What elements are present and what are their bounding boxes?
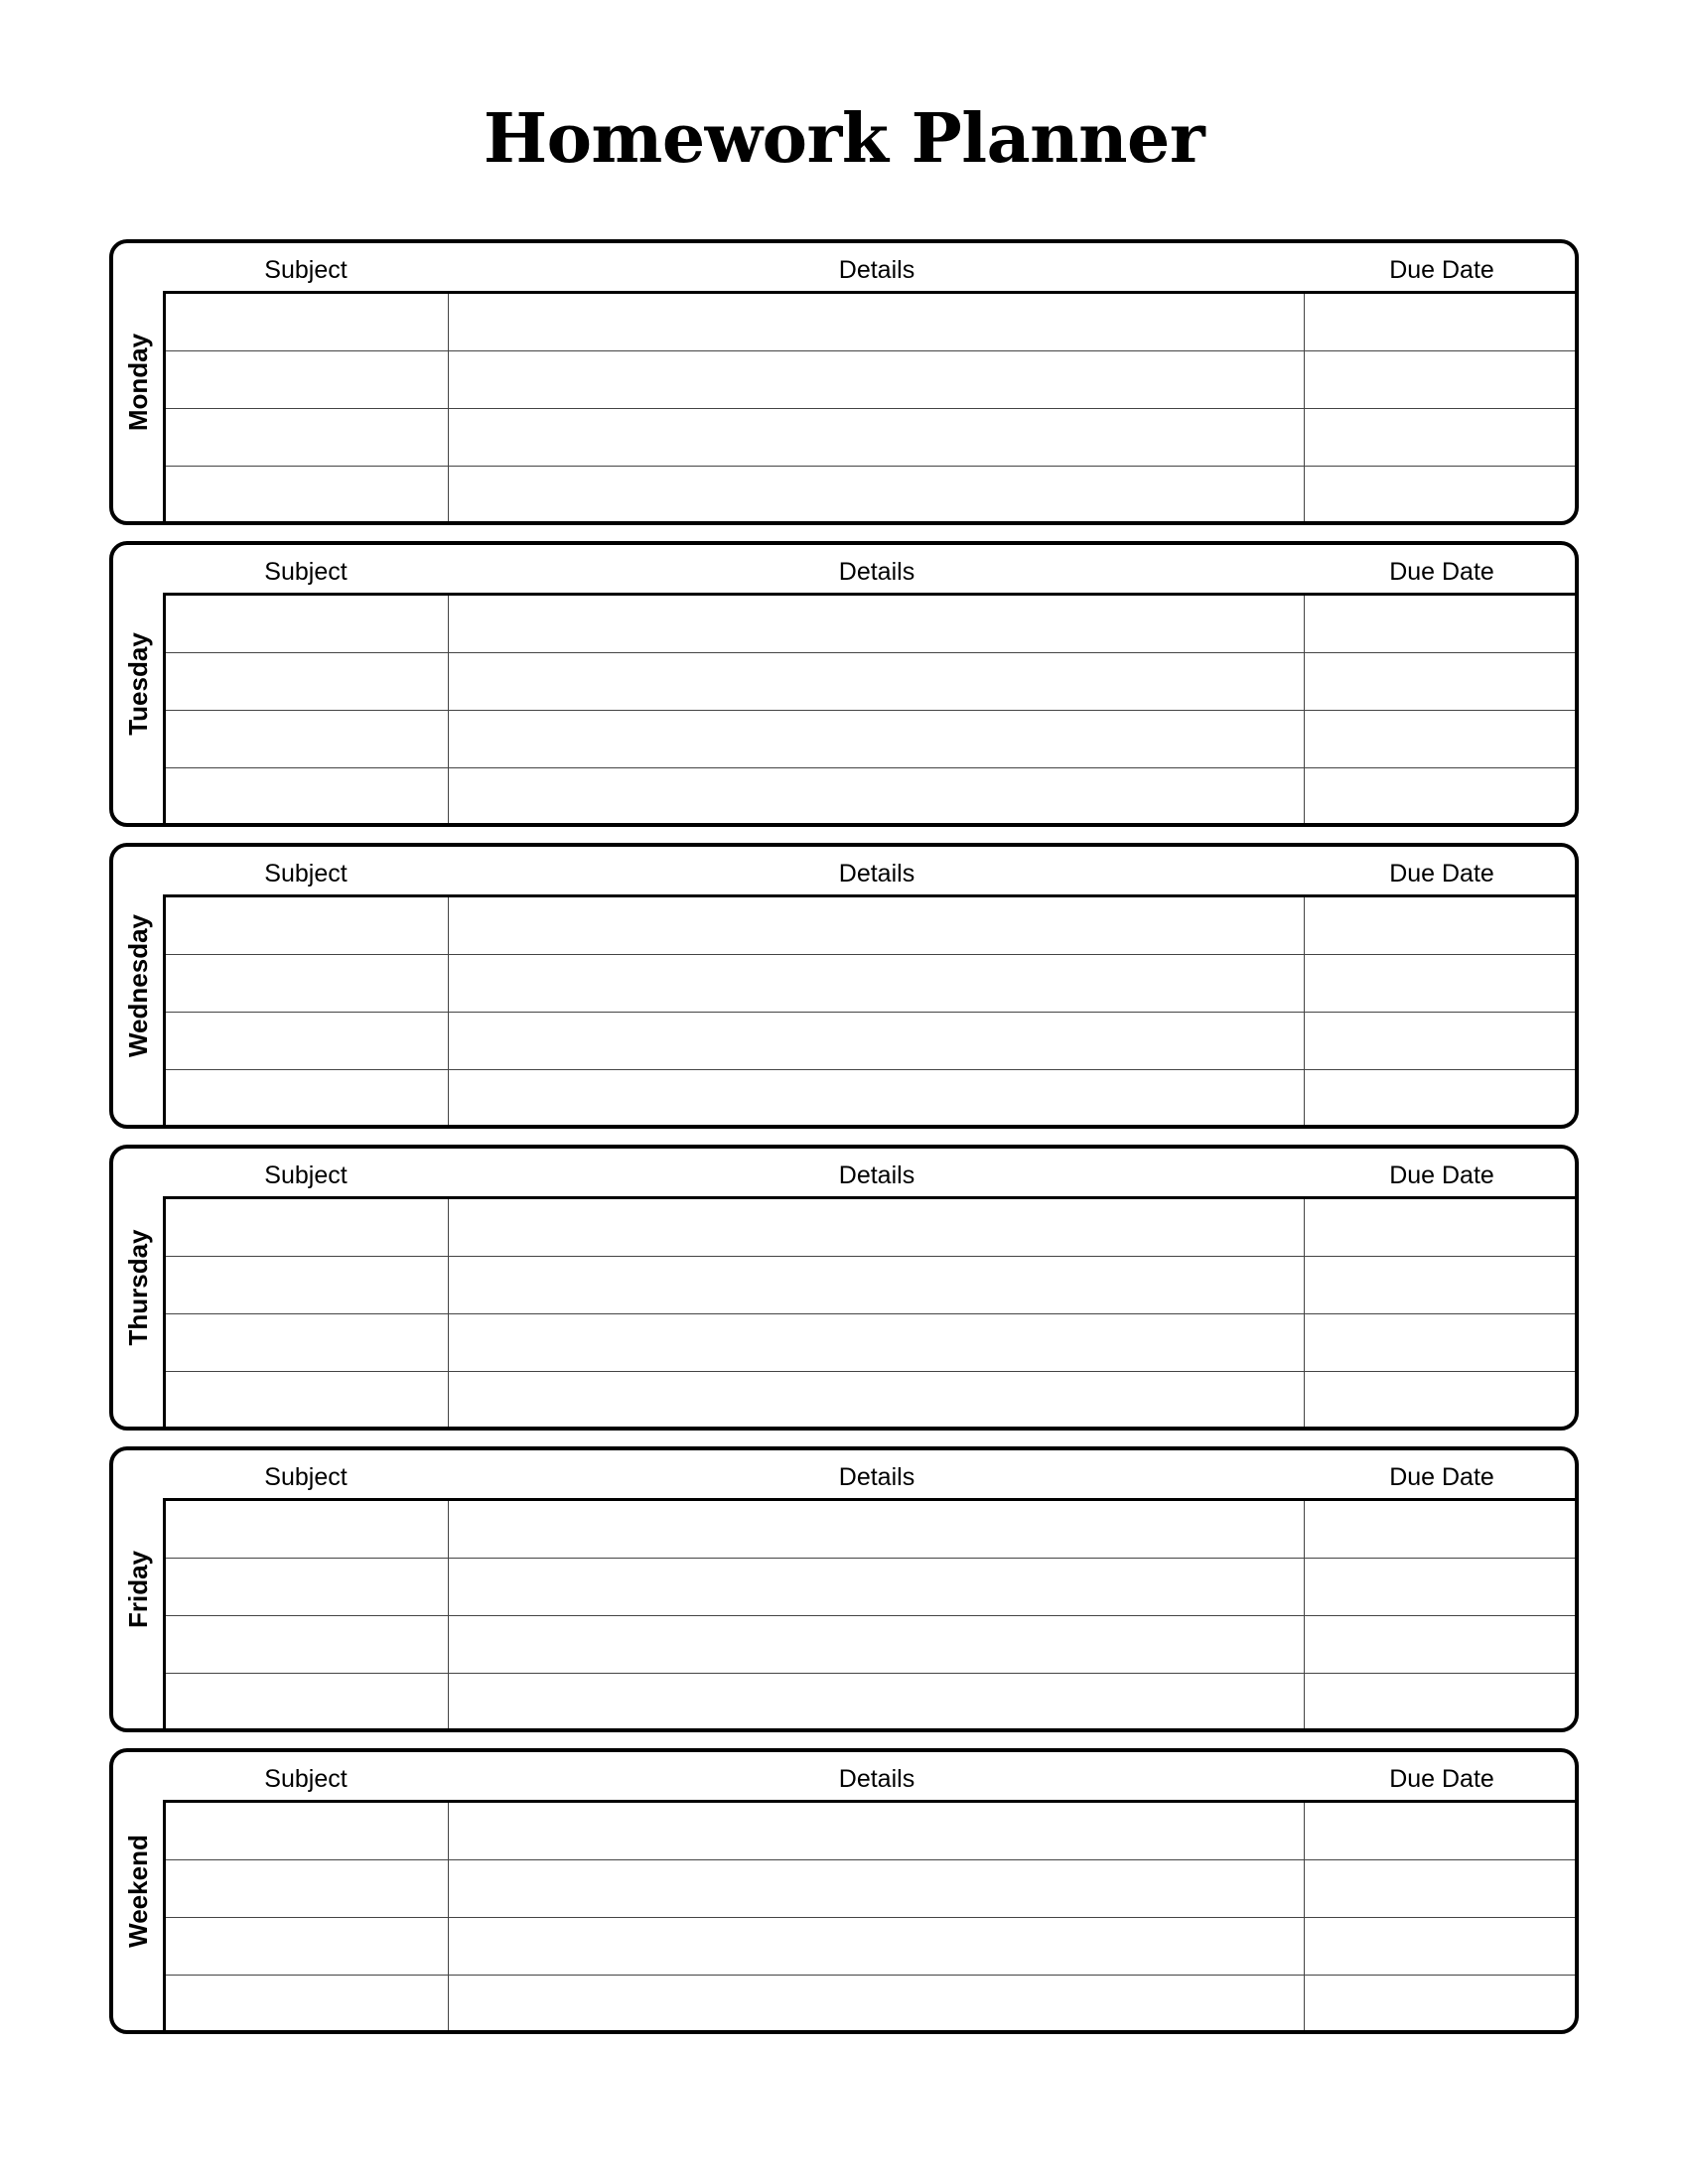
- due-date-cell[interactable]: [1305, 1314, 1579, 1371]
- table-row: [166, 1976, 1579, 2033]
- details-cell[interactable]: [449, 955, 1305, 1012]
- table-row: [166, 409, 1579, 467]
- table-row: [166, 596, 1579, 653]
- day-label-column: [113, 847, 163, 1125]
- details-column-header: Details: [838, 1161, 915, 1189]
- due-date-cell[interactable]: [1305, 1803, 1579, 1859]
- due-date-cell[interactable]: [1305, 955, 1579, 1012]
- subject-cell[interactable]: [166, 1070, 449, 1128]
- details-cell[interactable]: [449, 768, 1305, 826]
- subject-cell[interactable]: [166, 768, 449, 826]
- due-date-cell[interactable]: [1305, 1559, 1579, 1615]
- due-date-cell[interactable]: [1305, 1918, 1579, 1975]
- day-label-column: [113, 1450, 163, 1728]
- day-label: Thursday: [123, 1229, 153, 1346]
- due-date-cell[interactable]: [1305, 1501, 1579, 1558]
- due-date-cell[interactable]: [1305, 1199, 1579, 1256]
- column-header-row: [163, 1752, 1579, 1800]
- day-section-thursday: [109, 1145, 1579, 1431]
- subject-cell[interactable]: [166, 1616, 449, 1673]
- subject-column-header: Subject: [264, 256, 348, 284]
- subject-cell[interactable]: [166, 409, 449, 466]
- subject-cell[interactable]: [166, 351, 449, 408]
- column-header-row: [163, 243, 1579, 291]
- details-cell[interactable]: [449, 1976, 1305, 2033]
- day-section-friday: [109, 1446, 1579, 1732]
- subject-cell[interactable]: [166, 1976, 449, 2033]
- details-cell[interactable]: [449, 1257, 1305, 1313]
- due-date-cell[interactable]: [1305, 351, 1579, 408]
- details-cell[interactable]: [449, 653, 1305, 710]
- due-date-cell[interactable]: [1305, 1616, 1579, 1673]
- due-date-cell[interactable]: [1305, 294, 1579, 350]
- table-row: [166, 467, 1579, 524]
- day-label-column: [113, 1149, 163, 1427]
- details-cell[interactable]: [449, 1860, 1305, 1917]
- table-row: [166, 351, 1579, 409]
- due-date-column-header: Due Date: [1389, 1463, 1494, 1491]
- details-cell[interactable]: [449, 1616, 1305, 1673]
- subject-cell[interactable]: [166, 596, 449, 652]
- column-header-row: [163, 1450, 1579, 1498]
- details-cell[interactable]: [449, 1372, 1305, 1430]
- due-date-column-header: Due Date: [1389, 256, 1494, 284]
- subject-cell[interactable]: [166, 294, 449, 350]
- details-column-header: Details: [838, 1463, 915, 1491]
- column-header-row: [163, 1149, 1579, 1196]
- details-column-header: Details: [838, 256, 915, 284]
- details-cell[interactable]: [449, 711, 1305, 767]
- subject-cell[interactable]: [166, 1013, 449, 1069]
- table-row: [166, 1070, 1579, 1128]
- due-date-cell[interactable]: [1305, 768, 1579, 826]
- due-date-cell[interactable]: [1305, 1674, 1579, 1731]
- subject-cell[interactable]: [166, 955, 449, 1012]
- table-row: [166, 768, 1579, 826]
- page-title: Homework Planner: [483, 99, 1205, 179]
- homework-table: [163, 593, 1579, 827]
- details-column-header: Details: [838, 558, 915, 586]
- details-cell[interactable]: [449, 1674, 1305, 1731]
- due-date-column-header: Due Date: [1389, 1765, 1494, 1793]
- details-column-header: Details: [838, 860, 915, 887]
- details-cell[interactable]: [449, 596, 1305, 652]
- details-cell[interactable]: [449, 1070, 1305, 1128]
- due-date-column-header: Due Date: [1389, 558, 1494, 586]
- homework-table: [163, 1196, 1579, 1431]
- subject-cell[interactable]: [166, 1501, 449, 1558]
- subject-cell[interactable]: [166, 897, 449, 954]
- due-date-cell[interactable]: [1305, 1070, 1579, 1128]
- day-label: Tuesday: [123, 632, 153, 736]
- table-row: [166, 1199, 1579, 1257]
- details-cell[interactable]: [449, 409, 1305, 466]
- details-cell[interactable]: [449, 351, 1305, 408]
- table-row: [166, 294, 1579, 351]
- subject-column-header: Subject: [264, 860, 348, 887]
- subject-cell[interactable]: [166, 1257, 449, 1313]
- subject-column-header: Subject: [264, 1765, 348, 1793]
- details-column-header: Details: [838, 1765, 915, 1793]
- homework-table: [163, 894, 1579, 1129]
- due-date-cell[interactable]: [1305, 596, 1579, 652]
- details-cell[interactable]: [449, 897, 1305, 954]
- table-row: [166, 1501, 1579, 1559]
- due-date-cell[interactable]: [1305, 711, 1579, 767]
- day-section-tuesday: [109, 541, 1579, 827]
- day-section-monday: [109, 239, 1579, 525]
- details-cell[interactable]: [449, 294, 1305, 350]
- table-row: [166, 955, 1579, 1013]
- table-row: [166, 1803, 1579, 1860]
- subject-cell[interactable]: [166, 1559, 449, 1615]
- subject-cell[interactable]: [166, 467, 449, 524]
- subject-cell[interactable]: [166, 1199, 449, 1256]
- homework-table: [163, 1498, 1579, 1732]
- subject-column-header: Subject: [264, 1161, 348, 1189]
- subject-cell[interactable]: [166, 1860, 449, 1917]
- table-row: [166, 1559, 1579, 1616]
- due-date-column-header: Due Date: [1389, 860, 1494, 887]
- due-date-cell[interactable]: [1305, 1860, 1579, 1917]
- table-row: [166, 1674, 1579, 1731]
- details-cell[interactable]: [449, 1803, 1305, 1859]
- day-label-column: [113, 243, 163, 521]
- column-header-row: [163, 847, 1579, 894]
- day-section-wednesday: [109, 843, 1579, 1129]
- homework-table: [163, 1800, 1579, 2034]
- day-label-column: [113, 1752, 163, 2030]
- day-label: Weekend: [123, 1835, 153, 1948]
- details-cell[interactable]: [449, 1918, 1305, 1975]
- day-label: Wednesday: [123, 913, 153, 1058]
- subject-cell[interactable]: [166, 1314, 449, 1371]
- due-date-column-header: Due Date: [1389, 1161, 1494, 1189]
- details-cell[interactable]: [449, 467, 1305, 524]
- table-row: [166, 1013, 1579, 1070]
- day-label-column: [113, 545, 163, 823]
- subject-cell[interactable]: [166, 1803, 449, 1859]
- details-cell[interactable]: [449, 1013, 1305, 1069]
- table-row: [166, 1257, 1579, 1314]
- due-date-cell[interactable]: [1305, 653, 1579, 710]
- subject-cell[interactable]: [166, 1918, 449, 1975]
- subject-cell[interactable]: [166, 1372, 449, 1430]
- table-row: [166, 711, 1579, 768]
- subject-column-header: Subject: [264, 1463, 348, 1491]
- table-row: [166, 1314, 1579, 1372]
- details-cell[interactable]: [449, 1559, 1305, 1615]
- day-section-weekend: [109, 1748, 1579, 2034]
- due-date-cell[interactable]: [1305, 467, 1579, 524]
- due-date-cell[interactable]: [1305, 1013, 1579, 1069]
- day-label: Monday: [123, 333, 153, 432]
- subject-cell[interactable]: [166, 653, 449, 710]
- table-row: [166, 653, 1579, 711]
- due-date-cell[interactable]: [1305, 897, 1579, 954]
- day-label: Friday: [123, 1550, 153, 1629]
- table-row: [166, 897, 1579, 955]
- due-date-cell[interactable]: [1305, 1257, 1579, 1313]
- table-row: [166, 1860, 1579, 1918]
- subject-cell[interactable]: [166, 1674, 449, 1731]
- table-row: [166, 1616, 1579, 1674]
- details-cell[interactable]: [449, 1314, 1305, 1371]
- subject-cell[interactable]: [166, 711, 449, 767]
- table-row: [166, 1372, 1579, 1430]
- table-row: [166, 1918, 1579, 1976]
- homework-table: [163, 291, 1579, 525]
- due-date-cell[interactable]: [1305, 409, 1579, 466]
- column-header-row: [163, 545, 1579, 593]
- due-date-cell[interactable]: [1305, 1372, 1579, 1430]
- details-cell[interactable]: [449, 1501, 1305, 1558]
- details-cell[interactable]: [449, 1199, 1305, 1256]
- subject-column-header: Subject: [264, 558, 348, 586]
- planner-sections: [109, 239, 1579, 2050]
- due-date-cell[interactable]: [1305, 1976, 1579, 2033]
